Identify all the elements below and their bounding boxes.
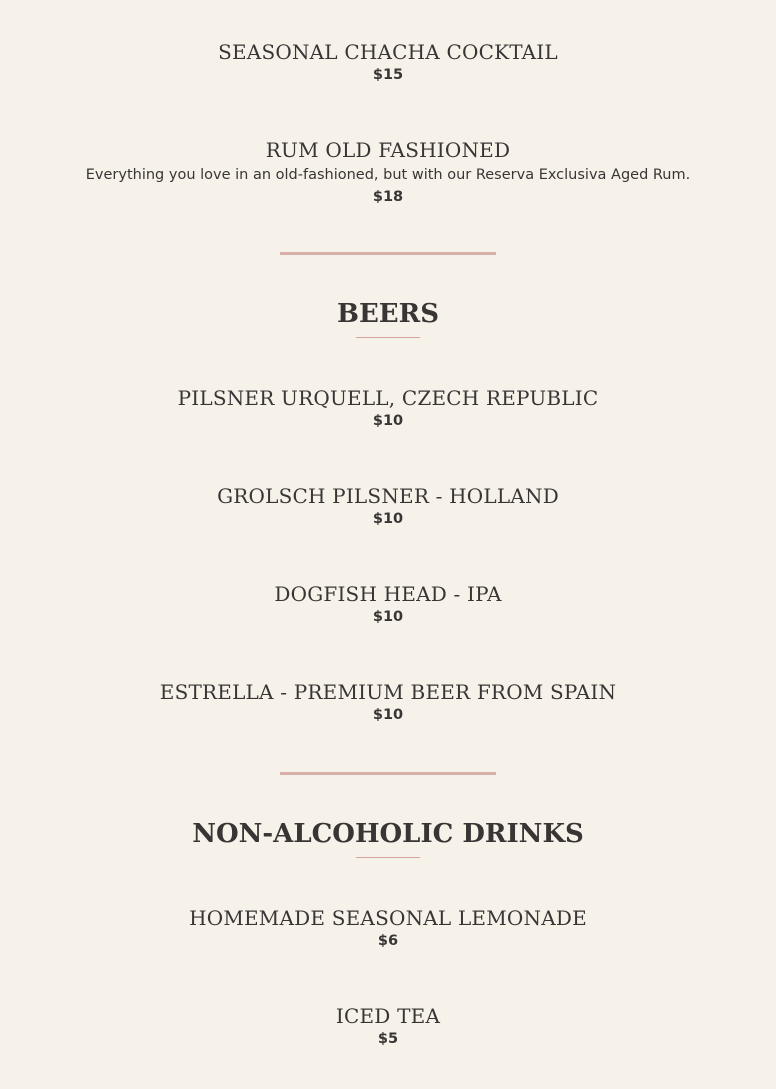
- section-title-underline: [356, 857, 420, 858]
- menu-item: [0, 386, 776, 431]
- menu-item-price: $18: [372, 189, 404, 205]
- menu-item-name: RUM OLD FASHIONED: [265, 138, 511, 162]
- menu-item: [0, 138, 776, 207]
- menu-item: [0, 40, 776, 85]
- menu-item-name: HOMEMADE SEASONAL LEMONADE: [189, 906, 587, 930]
- menu-item-name: ICED TEA: [335, 1004, 441, 1028]
- menu-item-price: $6: [377, 933, 399, 949]
- menu-item-price: $10: [372, 413, 404, 429]
- menu-item-price: $10: [372, 609, 404, 625]
- menu-item-name: ESTRELLA - PREMIUM BEER FROM SPAIN: [159, 680, 617, 704]
- menu-item-name: PILSNER URQUELL, CZECH REPUBLIC: [177, 386, 599, 410]
- menu-item: [0, 484, 776, 529]
- section-title-non-alcoholic: NON-ALCOHOLIC DRINKS: [192, 819, 584, 849]
- menu-item: [0, 582, 776, 627]
- menu-item-description: Everything you love in an old-fashioned, but with our Reserva Exclusiva Aged Rum.: [85, 167, 691, 183]
- menu-item-name: DOGFISH HEAD - IPA: [274, 582, 502, 606]
- menu-item: [0, 1004, 776, 1049]
- menu-item-price: $15: [372, 67, 404, 83]
- section-title-beers: BEERS: [337, 299, 439, 329]
- menu-item: [0, 680, 776, 725]
- menu-item-name: GROLSCH PILSNER - HOLLAND: [217, 484, 559, 508]
- menu-item-name: SEASONAL CHACHA COCKTAIL: [218, 40, 558, 64]
- section-divider: [280, 772, 496, 775]
- section-divider: [280, 252, 496, 255]
- menu-item-price: $10: [372, 707, 404, 723]
- section-title-underline: [356, 337, 420, 338]
- menu-item-price: $5: [377, 1031, 399, 1047]
- menu-item: [0, 906, 776, 951]
- menu-item-price: $10: [372, 511, 404, 527]
